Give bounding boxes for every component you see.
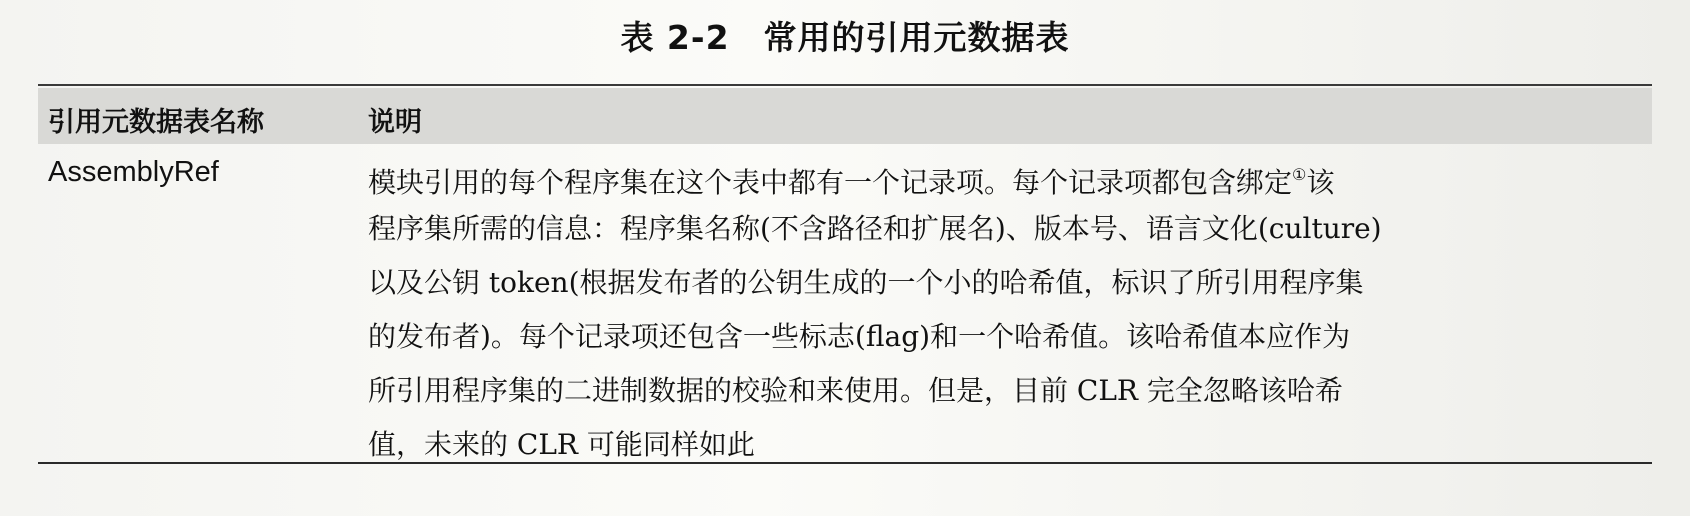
- description-line-1-text: 模块引用的每个程序集在这个表中都有一个记录项。每个记录项都包含绑定: [368, 166, 1293, 199]
- description-line: 以及公钥 token(根据发布者的公钥生成的一个小的哈希值，标识了所引用程序集: [368, 266, 1364, 299]
- table-number: 表 2-2: [620, 18, 730, 57]
- row-table-name: AssemblyRef: [48, 156, 219, 188]
- description-line: 所引用程序集的二进制数据的校验和来使用。但是，目前 CLR 完全忽略该哈希: [368, 374, 1343, 407]
- header-table-name: 引用元数据表名称: [48, 107, 264, 138]
- table-bottom-rule: [38, 462, 1652, 464]
- row-description: [368, 148, 1638, 472]
- table-title: 常用的引用元数据表: [763, 18, 1070, 57]
- header-description: 说明: [368, 107, 422, 138]
- description-line: 的发布者)。每个记录项还包含一些标志(flag)和一个哈希值。该哈希值本应作为: [368, 320, 1351, 353]
- table-header-row: [38, 88, 1652, 144]
- table-caption: [0, 12, 1690, 59]
- description-line: 值，未来的 CLR 可能同样如此: [368, 428, 755, 461]
- description-line: 程序集所需的信息：程序集名称(不含路径和扩展名)、版本号、语言文化(culture): [368, 212, 1382, 245]
- table-top-rule: [38, 84, 1652, 86]
- description-line: [368, 148, 1638, 202]
- footnote-marker[interactable]: ①: [1292, 165, 1307, 184]
- description-line-1-tail: 该: [1306, 166, 1335, 199]
